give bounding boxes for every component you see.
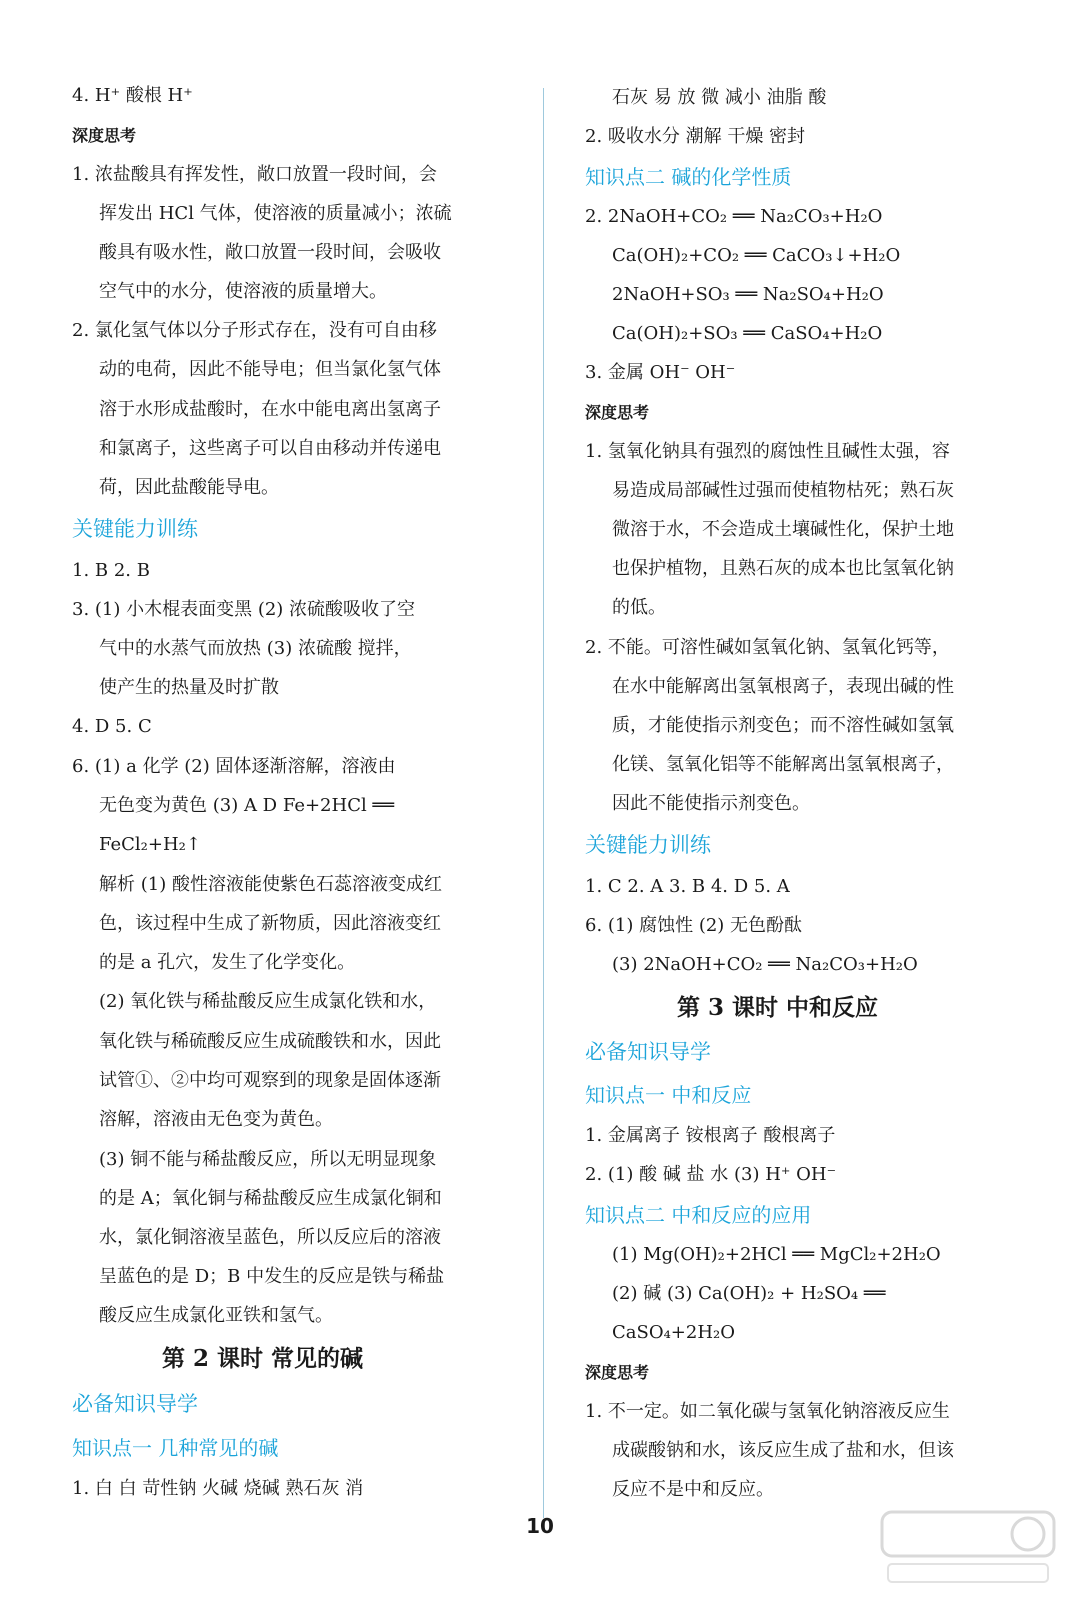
equation-line: (1) Mg(OH)₂+2HCl ══ MgCl₂+2H₂O [612, 1244, 941, 1265]
answer-line: 2. 氯化氢气体以分子形式存在，没有可自由移 [72, 320, 437, 341]
analysis-line: 呈蓝色的是 D；B 中发生的反应是铁与稀盐 [99, 1266, 445, 1287]
analysis-line: 的是 A；氧化铜与稀盐酸反应生成氯化铜和 [99, 1188, 442, 1209]
answer-line: 2. 不能。可溶性碱如氢氧化钠、氢氧化钙等， [585, 637, 950, 658]
answer-line: 无色变为黄色 (3) A D Fe+2HCl ══ [99, 795, 395, 816]
answer-line: 2. 吸收水分 潮解 干燥 密封 [585, 126, 806, 147]
answer-line: 成碳酸钠和水，该反应生成了盐和水，但该 [612, 1440, 954, 1461]
page-number: 10 [526, 1514, 554, 1538]
answer-line: 反应不是中和反应。 [612, 1479, 774, 1500]
watermark-logo [878, 1508, 1058, 1588]
equation-line: Ca(OH)₂+CO₂ ══ CaCO₃↓+H₂O [612, 245, 901, 266]
answer-line: 化镁、氢氧化铝等不能解离出氢氧根离子， [612, 754, 954, 775]
answer-line: 3. (1) 小木棍表面变黑 (2) 浓硫酸吸收了空 [72, 599, 416, 620]
answer-line: 荷，因此盐酸能导电。 [99, 477, 279, 498]
section-heading: 必备知识导学 [72, 1392, 198, 1416]
analysis-line: 水，氯化铜溶液呈蓝色，所以反应后的溶液 [99, 1227, 441, 1248]
answer-line: 气中的水蒸气而放热 (3) 浓硫酸 搅拌， [99, 638, 412, 659]
answer-line: 6. (1) a 化学 (2) 固体逐渐溶解，溶液由 [72, 756, 396, 777]
answer-line: 2. (1) 酸 碱 盐 水 (3) H⁺ OH⁻ [585, 1164, 837, 1185]
answer-line: 挥发出 HCl 气体，使溶液的质量减小；浓硫 [99, 203, 452, 224]
answer-line: 石灰 易 放 微 减小 油脂 酸 [612, 87, 827, 108]
answer-line: 微溶于水，不会造成土壤碱性化，保护土地 [612, 519, 954, 540]
answer-line: 的低。 [612, 597, 666, 618]
answer-line: 溶于水形成盐酸时，在水中能电离出氢离子 [99, 399, 441, 420]
answer-line: 易造成局部碱性过强而使植物枯死；熟石灰 [612, 480, 954, 501]
section-heading: 关键能力训练 [72, 517, 198, 541]
answer-line: 1. 白 白 苛性钠 火碱 烧碱 熟石灰 消 [72, 1478, 364, 1499]
analysis-line: 解析 (1) 酸性溶液能使紫色石蕊溶液变成红 [99, 874, 442, 895]
answer-line: 酸具有吸水性，敞口放置一段时间，会吸收 [99, 242, 441, 263]
analysis-line: 色，该过程中生成了新物质，因此溶液变红 [99, 913, 441, 934]
equation-line: 2NaOH+SO₃ ══ Na₂SO₄+H₂O [612, 284, 884, 305]
knowledge-point-heading: 知识点一 几种常见的碱 [72, 1436, 279, 1460]
lesson-title: 第 3 课时 中和反应 [677, 994, 879, 1021]
answer-line: 空气中的水分，使溶液的质量增大。 [99, 281, 387, 302]
answer-line: 和氯离子，这些离子可以自由移动并传递电 [99, 438, 441, 459]
answer-line: 1. 浓盐酸具有挥发性，敞口放置一段时间，会 [72, 164, 437, 185]
answer-line: 1. 氢氧化钠具有强烈的腐蚀性且碱性太强，容 [585, 441, 950, 462]
answer-line: 1. B 2. B [72, 560, 150, 581]
answer-line: 1. 金属离子 铵根离子 酸根离子 [585, 1125, 836, 1146]
equation-line: Ca(OH)₂+SO₃ ══ CaSO₄+H₂O [612, 323, 883, 344]
section-heading: 必备知识导学 [585, 1040, 711, 1064]
equation-line: (2) 碱 (3) Ca(OH)₂ + H₂SO₄ ══ [612, 1283, 886, 1304]
lesson-title: 第 2 课时 常见的碱 [162, 1345, 364, 1372]
answer-line: 因此不能使指示剂变色。 [612, 793, 810, 814]
answer-line: 4. H⁺ 酸根 H⁺ [72, 85, 193, 106]
analysis-line: 的是 a 孔穴，发生了化学变化。 [99, 952, 356, 973]
analysis-line: 氧化铁与稀硫酸反应生成硫酸铁和水，因此 [99, 1031, 441, 1052]
section-heading: 关键能力训练 [585, 833, 711, 857]
answer-line: 4. D 5. C [72, 716, 152, 737]
knowledge-point-heading: 知识点二 中和反应的应用 [585, 1203, 812, 1227]
section-label-deep-thinking: 深度思考 [72, 126, 137, 145]
knowledge-point-heading: 知识点二 碱的化学性质 [585, 165, 792, 189]
answer-line: 6. (1) 腐蚀性 (2) 无色酚酞 [585, 915, 803, 936]
analysis-line: 试管①、②中均可观察到的现象是固体逐渐 [99, 1070, 441, 1091]
section-label-deep-thinking: 深度思考 [585, 403, 650, 422]
answer-line: 1. 不一定。如二氧化碳与氢氧化钠溶液反应生 [585, 1401, 950, 1422]
answer-line: 也保护植物，且熟石灰的成本也比氢氧化钠 [612, 558, 954, 579]
answer-line: 质，才能使指示剂变色；而不溶性碱如氢氧 [612, 715, 954, 736]
answer-line: 在水中能解离出氢氧根离子，表现出碱的性 [612, 676, 954, 697]
equation-line: CaSO₄+2H₂O [612, 1322, 736, 1343]
analysis-line: 溶解，溶液由无色变为黄色。 [99, 1109, 333, 1130]
equation-line: (3) 2NaOH+CO₂ ══ Na₂CO₃+H₂O [612, 954, 918, 975]
answer-line: FeCl₂+H₂↑ [99, 834, 201, 855]
knowledge-point-heading: 知识点一 中和反应 [585, 1083, 752, 1107]
column-divider [543, 88, 544, 1518]
answer-line: 动的电荷，因此不能导电；但当氯化氢气体 [99, 359, 441, 380]
analysis-line: (2) 氧化铁与稀盐酸反应生成氯化铁和水， [99, 991, 437, 1012]
answer-line: 1. C 2. A 3. B 4. D 5. A [585, 876, 790, 897]
analysis-line: 酸反应生成氯化亚铁和氢气。 [99, 1305, 333, 1326]
section-label-deep-thinking: 深度思考 [585, 1363, 650, 1382]
answer-line: 3. 金属 OH⁻ OH⁻ [585, 362, 736, 383]
analysis-line: (3) 铜不能与稀盐酸反应，所以无明显现象 [99, 1149, 437, 1170]
answer-line: 使产生的热量及时扩散 [99, 677, 279, 698]
equation-line: 2. 2NaOH+CO₂ ══ Na₂CO₃+H₂O [585, 206, 883, 227]
